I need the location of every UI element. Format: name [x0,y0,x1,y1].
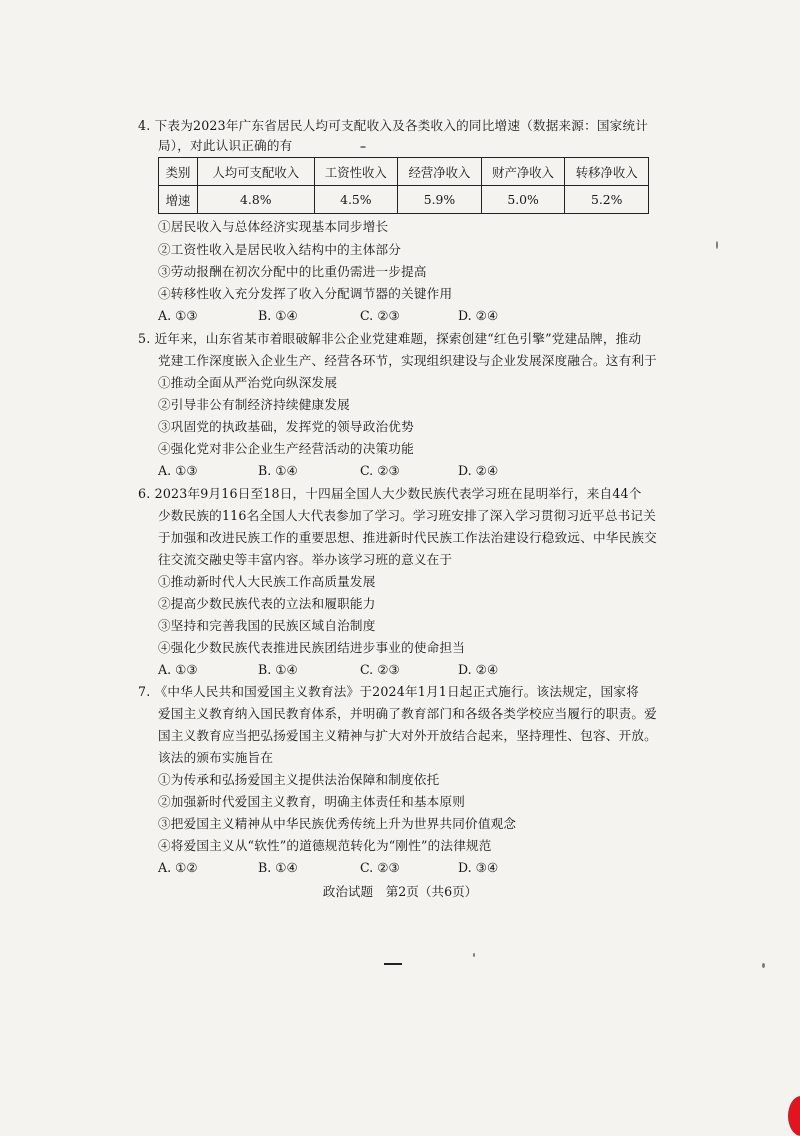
table-cell: 5.0% [481,186,565,214]
q5-stem-line-1: 5. 近年来，山东省某市着眼破解非公企业党建难题，探索创建“红色引擎”党建品牌，推动 [138,331,642,346]
q7-stem-line-1: 7. 《中华人民共和国爱国主义教育法》于2024年1月1日起正式施行。该法规定，国家将 [138,684,639,699]
q7-stem-line-3: 国主义教育应当把弘扬爱国主义精神与扩大对外开放结合起来，坚持理性、包容、开放。 [158,728,657,743]
income-growth-table [158,157,649,214]
q5-statement-1: ①推动全面从严治党向纵深发展 [158,375,338,390]
q4-statement-4: ④转移性收入充分发挥了收入分配调节器的关键作用 [158,286,453,301]
q6-statement-4: ④强化少数民族代表推进民族团结进步事业的使命担当 [158,640,466,655]
q6-stem-line-4: 往交流交融史等丰富内容。举办该学习班的意义在于 [158,552,453,567]
table-row [159,186,649,214]
table-cell: 转移净收入 [565,158,649,186]
page-footer: 政治试题 第2页（共6页） [322,884,478,899]
scan-speck [762,963,765,968]
q7-statement-1: ①为传承和弘扬爱国主义提供法治保障和制度依托 [158,772,440,787]
q4-option-d: D. ②④ [458,308,499,323]
q4-statement-3: ③劳动报酬在初次分配中的比重仍需进一步提高 [158,264,427,279]
q5-stem-line-2: 党建工作深度嵌入企业生产、经营各环节，实现组织建设与企业发展深度融合。这有利于 [158,353,657,368]
table-cell: 财产净收入 [481,158,565,186]
table-cell: 4.8% [198,186,315,214]
q4-option-a: A. ①③ [158,308,198,323]
q4-stem-line-1: 4. 下表为2023年广东省居民人均可支配收入及各类收入的同比增速（数据来源：国家统计 [138,118,649,133]
q6-stem-line-3: 于加强和改进民族工作的重要思想、推进新时代民族工作法治建设行稳致远、中华民族交 [158,530,657,545]
table-cell: 5.9% [398,186,482,214]
red-corner-mark [788,1096,800,1136]
q4-option-c: C. ②③ [360,308,400,323]
q7-stem-line-4: 该法的颁布实施旨在 [158,750,274,765]
q7-statement-3: ③把爱国主义精神从中华民族优秀传统上升为世界共同价值观念 [158,816,517,831]
q6-option-a: A. ①③ [158,662,198,677]
q7-stem-line-2: 爱国主义教育纳入国民教育体系，并明确了教育部门和各级各类学校应当履行的职责。爱 [158,706,657,721]
q5-option-d: D. ②④ [458,463,499,478]
table-cell: 4.5% [314,186,398,214]
q4-stem-line-2: 局），对此认识正确的有 [158,138,293,153]
q5-statement-4: ④强化党对非公企业生产经营活动的决策功能 [158,441,414,456]
q5-statement-2: ②引导非公有制经济持续健康发展 [158,397,350,412]
q6-option-b: B. ①④ [258,662,298,677]
q7-option-b: B. ①④ [258,860,298,875]
q6-statement-1: ①推动新时代人大民族工作高质量发展 [158,574,376,589]
q7-option-c: C. ②③ [360,860,400,875]
scan-dash-mark [384,963,402,965]
q4-statement-1: ①居民收入与总体经济实现基本同步增长 [158,219,389,234]
table-cell: 经营净收入 [398,158,482,186]
scan-speck [360,146,366,148]
q6-option-c: C. ②③ [360,662,400,677]
scan-speck [716,241,718,249]
table-cell: 增速 [159,186,198,214]
q6-statement-2: ②提高少数民族代表的立法和履职能力 [158,596,376,611]
table-cell: 类别 [159,158,198,186]
scan-speck [473,953,475,957]
table-row [159,158,649,186]
q6-statement-3: ③坚持和完善我国的民族区域自治制度 [158,618,376,633]
table-cell: 5.2% [565,186,649,214]
q4-option-b: B. ①④ [258,308,298,323]
q6-stem-line-2: 少数民族的116名全国人大代表参加了学习。学习班安排了深入学习贯彻习近平总书记关 [158,508,657,523]
q5-statement-3: ③巩固党的执政基础，发挥党的领导政治优势 [158,419,414,434]
q7-option-a: A. ①② [158,860,198,875]
q7-option-d: D. ③④ [458,860,499,875]
q7-statement-4: ④将爱国主义从“软性”的道德规范转化为“刚性”的法律规范 [158,838,492,853]
q4-statement-2: ②工资性收入是居民收入结构中的主体部分 [158,242,402,257]
table-cell: 工资性收入 [314,158,398,186]
q6-stem-line-1: 6. 2023年9月16日至18日，十四届全国人大少数民族代表学习班在昆明举行，来自44个 [138,486,642,501]
q5-option-a: A. ①③ [158,463,198,478]
q5-option-b: B. ①④ [258,463,298,478]
q5-option-c: C. ②③ [360,463,400,478]
q7-statement-2: ②加强新时代爱国主义教育，明确主体责任和基本原则 [158,794,466,809]
table-cell: 人均可支配收入 [198,158,315,186]
q6-option-d: D. ②④ [458,662,499,677]
